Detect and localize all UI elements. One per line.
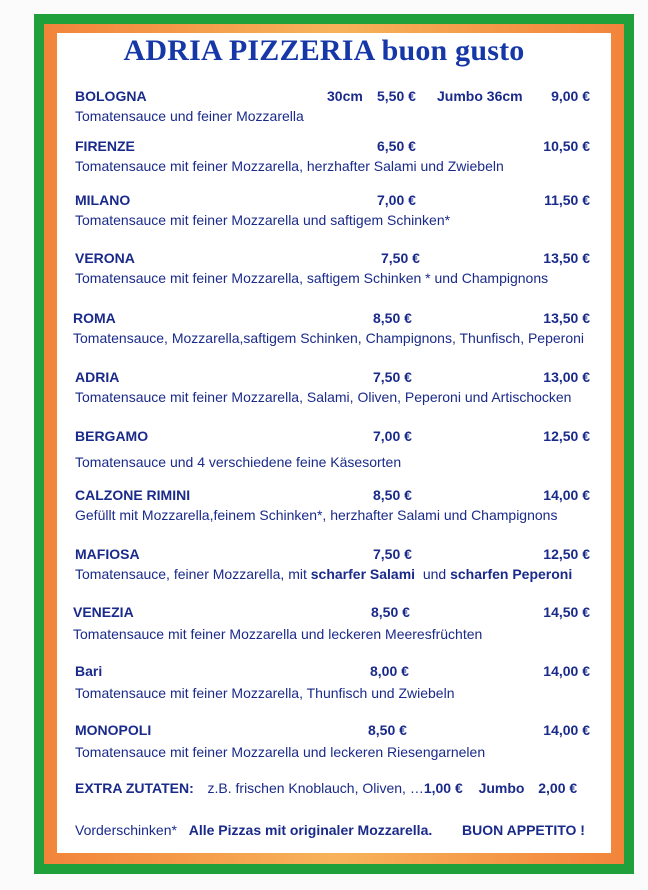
desc-highlight-peperoni: scharfen Peperoni xyxy=(450,566,573,582)
pizza-name: MAFIOSA xyxy=(75,546,140,562)
menu-item-roma xyxy=(73,310,618,346)
footer-slogan: BUON APPETITO ! xyxy=(462,822,585,838)
pizza-description: Tomatensauce mit feiner Mozzarella, herzhafter Salami und Zwiebeln xyxy=(75,158,504,174)
price-small: 5,50 € xyxy=(377,88,416,104)
menu-item-milano xyxy=(75,192,620,228)
price-small: 7,00 € xyxy=(377,192,416,208)
pizza-name: VENEZIA xyxy=(73,604,134,620)
extra-toppings xyxy=(75,780,577,796)
price-large: 11,50 € xyxy=(544,192,590,208)
price-small: 7,00 € xyxy=(373,428,412,444)
pizza-name: Bari xyxy=(75,663,103,679)
pizza-description: Tomatensauce mit feiner Mozzarella, saftigem Schinken * und Champignons xyxy=(75,270,549,286)
menu-item-mafiosa xyxy=(75,546,620,582)
menu-item-bari xyxy=(75,663,620,701)
pizza-description: Gefüllt mit Mozzarella,feinem Schinken*, herzhafter Salami und Champignons xyxy=(75,507,558,523)
pizza-name: CALZONE RIMINI xyxy=(75,487,191,503)
menu-item-firenze xyxy=(75,138,620,174)
pizza-name: ROMA xyxy=(73,310,116,326)
desc-highlight-salami: scharfer Salami xyxy=(310,566,416,582)
pizza-name: BOLOGNA xyxy=(75,88,147,104)
pizza-description: Tomatensauce mit feiner Mozzarella, Salami, Oliven, Peperoni und Artischocken xyxy=(75,389,572,405)
price-small: 8,50 € xyxy=(368,722,407,738)
menu-item-monopoli xyxy=(75,722,620,760)
footer-notice: Alle Pizzas mit originaler Mozzarella. xyxy=(188,822,433,838)
extras-price-large: 2,00 € xyxy=(538,780,578,796)
price-small: 8,50 € xyxy=(373,310,412,326)
size-small-label: 30cm xyxy=(327,88,363,104)
pizza-name: MILANO xyxy=(75,192,131,208)
pizza-name: BERGAMO xyxy=(75,428,149,444)
extras-large-label: Jumbo xyxy=(478,780,525,796)
pizza-name: ADRIA xyxy=(75,369,120,385)
size-large-label: Jumbo 36cm xyxy=(437,88,523,104)
menu-item-bologna xyxy=(75,88,620,124)
pizza-description: Tomatensauce, Mozzarella,saftigem Schinken, Champignons, Thunfisch, Peperoni xyxy=(73,330,585,346)
pizza-name: VERONA xyxy=(75,250,135,266)
menu-item-venezia xyxy=(73,604,618,642)
pizza-name: FIRENZE xyxy=(75,138,135,154)
pizza-description: Tomatensauce mit feiner Mozzarella, Thunfisch und Zwiebeln xyxy=(75,685,455,701)
menu-footer xyxy=(75,822,585,838)
desc-part: und xyxy=(415,566,451,582)
price-large: 13,50 € xyxy=(543,250,590,266)
pizza-description: Tomatensauce und feiner Mozzarella xyxy=(75,108,304,124)
price-large: 14,00 € xyxy=(543,487,590,503)
price-large: 14,00 € xyxy=(543,663,590,679)
pizza-description xyxy=(75,566,620,582)
pizza-name: MONOPOLI xyxy=(75,722,152,738)
menu-item-calzone-rimini xyxy=(75,487,620,523)
price-large: 14,50 € xyxy=(543,604,590,620)
menu-item-adria xyxy=(75,369,620,405)
price-large: 13,00 € xyxy=(543,369,590,385)
menu-title: ADRIA PIZZERIA buon gusto xyxy=(123,34,525,67)
extras-text: z.B. frischen Knoblauch, Oliven, … xyxy=(207,780,424,796)
price-small: 7,50 € xyxy=(381,250,420,266)
price-large: 9,00 € xyxy=(551,88,590,104)
price-small: 8,00 € xyxy=(370,663,409,679)
footer-note: Vorderschinken* xyxy=(75,822,177,838)
price-small: 8,50 € xyxy=(371,604,410,620)
price-small: 7,50 € xyxy=(373,369,412,385)
extras-label: EXTRA ZUTATEN: xyxy=(75,780,194,796)
price-small: 8,50 € xyxy=(373,487,412,503)
price-small: 7,50 € xyxy=(373,546,412,562)
price-large: 10,50 € xyxy=(543,138,590,154)
pizza-description: Tomatensauce mit feiner Mozzarella und leckeren Meeresfrüchten xyxy=(73,626,483,642)
pizza-description: Tomatensauce und 4 verschiedene feine Käsesorten xyxy=(75,454,402,470)
price-large: 12,50 € xyxy=(543,428,590,444)
menu-item-verona xyxy=(75,250,620,286)
price-large: 12,50 € xyxy=(543,546,590,562)
price-small: 6,50 € xyxy=(377,138,416,154)
price-large: 14,00 € xyxy=(543,722,590,738)
menu-item-bergamo xyxy=(75,428,620,470)
pizza-description: Tomatensauce mit feiner Mozzarella und saftigem Schinken* xyxy=(75,212,451,228)
desc-part: Tomatensauce, feiner Mozzarella, mit xyxy=(75,566,311,582)
pizza-description: Tomatensauce mit feiner Mozzarella und leckeren Riesengarnelen xyxy=(75,744,486,760)
extras-price-small: 1,00 € xyxy=(423,780,463,796)
price-large: 13,50 € xyxy=(543,310,590,326)
